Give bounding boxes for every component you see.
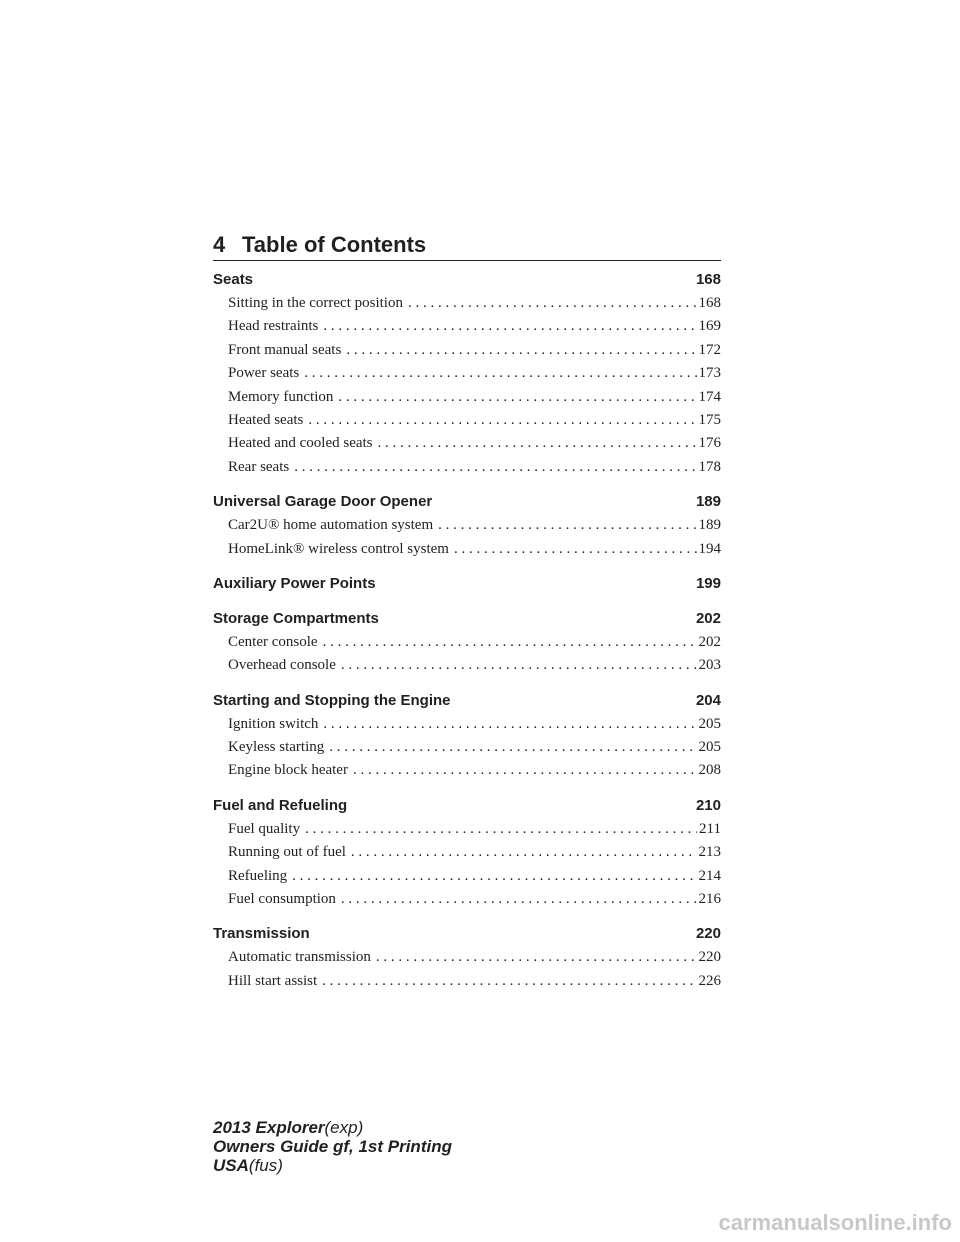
footer-region: USA (213, 1156, 249, 1175)
entry-page-number: 213 (698, 844, 721, 861)
toc-section-heading[interactable] (213, 689, 721, 713)
toc-section-heading[interactable] (213, 268, 721, 292)
entry-label: Ignition switch (228, 715, 319, 732)
table-of-contents (213, 268, 721, 993)
entry-page-number: 205 (698, 739, 721, 756)
entry-label: Center console (228, 633, 318, 650)
toc-entry[interactable] (213, 888, 721, 911)
footer-line-region (213, 1156, 452, 1175)
entry-page-number: 220 (698, 949, 721, 966)
entry-label: Automatic transmission (228, 949, 371, 966)
dot-leader (376, 946, 697, 969)
footer-line-model (213, 1118, 452, 1137)
dot-leader (323, 631, 697, 654)
page-title: Table of Contents (242, 232, 427, 257)
entry-page-number: 174 (698, 388, 721, 405)
section-page-number: 210 (695, 796, 721, 814)
entry-label: Hill start assist (228, 972, 318, 989)
toc-entry[interactable] (213, 362, 721, 385)
entry-label: Overhead console (228, 657, 336, 674)
toc-section-heading[interactable] (213, 794, 721, 818)
dot-leader (338, 386, 696, 409)
dot-leader (454, 538, 697, 561)
toc-entry[interactable] (213, 713, 721, 736)
toc-entry[interactable] (213, 970, 721, 993)
entry-label: HomeLink® wireless control system (228, 540, 449, 557)
dot-leader (292, 865, 696, 888)
dot-leader (308, 409, 696, 432)
entry-label: Power seats (228, 365, 300, 382)
dot-leader (378, 432, 697, 455)
entry-label: Fuel consumption (228, 891, 336, 908)
entry-page-number: 168 (698, 295, 721, 311)
entry-page-number: 226 (698, 972, 721, 989)
entry-label: Running out of fuel (228, 844, 346, 861)
page-header (213, 226, 721, 261)
entry-label: Sitting in the correct position (228, 295, 403, 311)
dot-leader (438, 514, 696, 537)
dot-leader (304, 362, 696, 385)
section-title: Starting and Stopping the Engine (213, 691, 451, 709)
toc-entry[interactable] (213, 409, 721, 432)
entry-page-number: 216 (698, 891, 721, 908)
footer-region-code: (fus) (248, 1156, 283, 1175)
entry-label: Heated and cooled seats (228, 435, 373, 452)
page-number: 4 (213, 232, 226, 257)
dot-leader (341, 654, 697, 677)
section-title: Seats (213, 271, 254, 288)
entry-page-number: 189 (698, 517, 721, 534)
section-page-number: 189 (695, 493, 721, 511)
entry-page-number: 173 (698, 365, 721, 382)
section-title: Storage Compartments (213, 609, 379, 627)
entry-page-number: 203 (698, 657, 721, 674)
watermark: carmanualsonline.info (718, 1210, 952, 1235)
dot-leader (323, 315, 696, 338)
section-page-number: 202 (695, 609, 721, 627)
entry-page-number: 176 (698, 435, 721, 452)
entry-label: Car2U® home automation system (228, 517, 434, 534)
dot-leader (294, 456, 696, 479)
entry-label: Memory function (228, 388, 334, 405)
document-footer (213, 1118, 452, 1175)
toc-section-heading[interactable] (213, 922, 721, 946)
toc-entry[interactable] (213, 386, 721, 409)
entry-label: Engine block heater (228, 762, 348, 779)
entry-page-number: 178 (698, 458, 721, 475)
toc-entry[interactable] (213, 759, 721, 782)
toc-section-heading[interactable] (213, 490, 721, 514)
entry-label: Heated seats (228, 411, 304, 428)
toc-entry[interactable] (213, 456, 721, 479)
section-page-number: 204 (695, 691, 721, 709)
dot-leader (351, 841, 697, 864)
entry-page-number: 175 (698, 411, 721, 428)
footer-printing: Owners Guide gf, 1st Printing (213, 1137, 452, 1156)
toc-entry[interactable] (213, 339, 721, 362)
toc-entry[interactable] (213, 514, 721, 537)
footer-model-code: (exp) (324, 1118, 364, 1137)
toc-entry[interactable] (213, 946, 721, 969)
entry-page-number: 205 (698, 715, 721, 732)
dot-leader (329, 736, 696, 759)
dot-leader (353, 759, 697, 782)
toc-entry[interactable] (213, 865, 721, 888)
section-page-number: 168 (695, 271, 721, 288)
toc-entry[interactable] (213, 432, 721, 455)
toc-entry[interactable] (213, 654, 721, 677)
dot-leader (322, 970, 696, 993)
entry-page-number: 214 (698, 867, 721, 884)
dot-leader (408, 292, 697, 315)
entry-page-number: 194 (698, 540, 721, 557)
dot-leader (305, 818, 697, 841)
toc-entry[interactable] (213, 736, 721, 759)
entry-page-number: 169 (698, 318, 721, 335)
entry-label: Head restraints (228, 318, 319, 335)
dot-leader (346, 339, 696, 362)
entry-label: Refueling (228, 867, 288, 884)
entry-label: Keyless starting (228, 739, 325, 756)
section-title: Transmission (213, 925, 310, 943)
entry-label: Front manual seats (228, 341, 342, 358)
footer-model: 2013 Explorer (213, 1118, 325, 1137)
section-page-number: 220 (695, 925, 721, 943)
toc-entry[interactable] (213, 538, 721, 561)
entry-label: Rear seats (228, 458, 290, 475)
toc-entry[interactable] (213, 841, 721, 864)
toc-entry[interactable] (213, 818, 721, 841)
toc-entry[interactable] (213, 631, 721, 654)
toc-entry[interactable] (213, 292, 721, 315)
entry-page-number: 208 (698, 762, 721, 779)
section-title: Auxiliary Power Points (213, 574, 376, 592)
entry-page-number: 211 (699, 820, 721, 837)
section-title: Universal Garage Door Opener (213, 493, 433, 511)
section-title: Fuel and Refueling (213, 796, 348, 814)
toc-section-heading[interactable] (213, 607, 721, 631)
entry-page-number: 172 (698, 341, 721, 358)
entry-page-number: 202 (698, 633, 721, 650)
dot-leader (341, 888, 697, 911)
section-page-number: 199 (695, 574, 721, 592)
toc-entry[interactable] (213, 315, 721, 338)
dot-leader (323, 713, 696, 736)
entry-label: Fuel quality (228, 820, 301, 837)
toc-section-heading[interactable] (213, 572, 721, 596)
